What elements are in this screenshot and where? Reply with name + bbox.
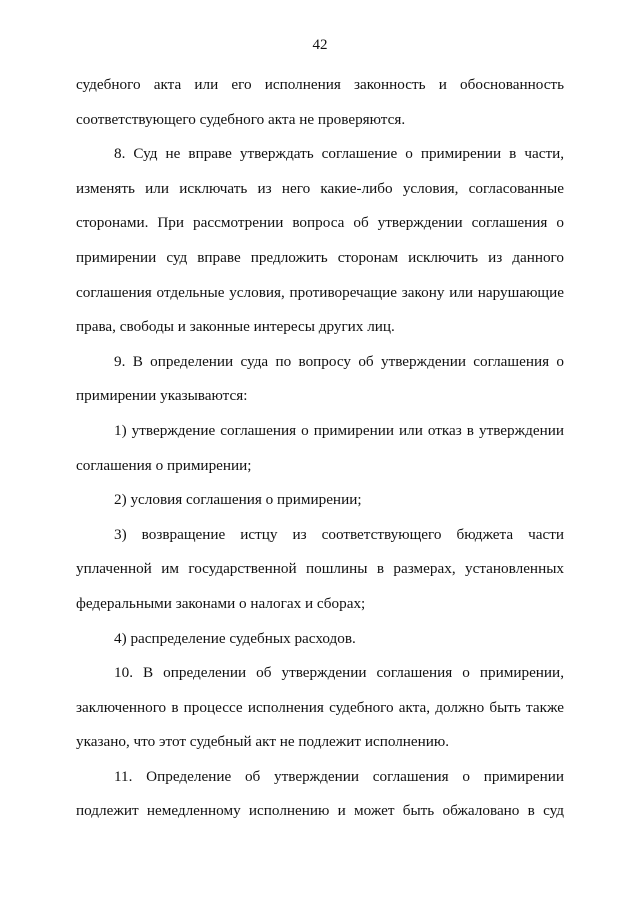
paragraph-continuation: судебного акта или его исполнения законность и обоснованность соответствующего судебного акта не проверяются.	[76, 76, 564, 128]
paragraph-item-11: 11. Определение об утверждении соглашения о примирении подлежит немедленному исполнению и может быть обжаловано в суд	[76, 767, 564, 820]
list-item-4: 4) распределение судебных расходов.	[114, 629, 356, 647]
paragraph-item-8: 8. Суд не вправе утверждать соглашение о примирении в части, изменять или исключать из него какие-либо условия, согласованные сторонами. При рассмотрении вопроса об утверждении соглашения о примирении суд вправе предложить сторонам исключить из данного соглашения отдельные условия, противоречащие закону или нарушающие права, свободы и законные интересы других лиц.	[76, 145, 564, 336]
page-number: 42	[312, 37, 328, 53]
list-item-2: 2) условия соглашения о примирении;	[114, 491, 362, 509]
paragraph-item-9: 9. В определении суда по вопросу об утверждении соглашения о примирении указываются:	[76, 352, 564, 405]
document-body	[76, 68, 564, 829]
list-item-3: 3) возвращение истцу из соответствующего бюджета части уплаченной им государственной пошлины в размерах, установленных федеральными законами о налогах и сборах;	[76, 525, 564, 612]
list-item-1: 1) утверждение соглашения о примирении или отказ в утверждении соглашения о примирении;	[76, 421, 564, 474]
paragraph-item-10: 10. В определении об утверждении соглашения о примирении, заключенного в процессе исполнения судебного акта, должно быть также указано, что этот судебный акт не подлежит исполнению.	[76, 664, 564, 751]
